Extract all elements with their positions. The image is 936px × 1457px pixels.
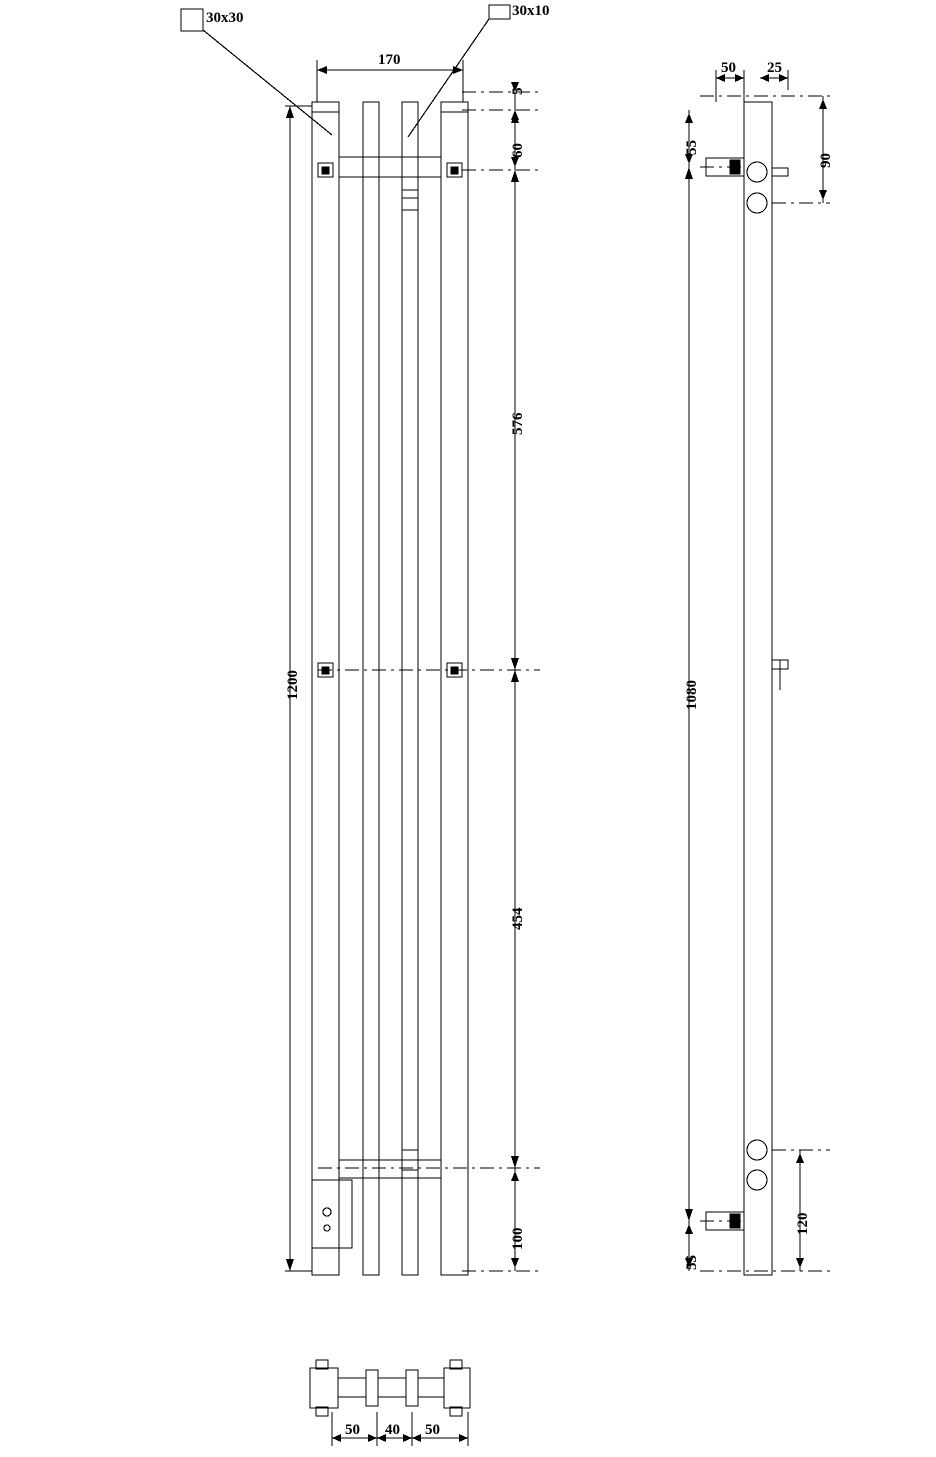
- dim-label-top-55: 55: [684, 140, 700, 155]
- dim-label-100: 100: [510, 1227, 526, 1250]
- dim-label-side-50: 50: [721, 60, 736, 76]
- dim-label-1200: 1200: [285, 670, 301, 700]
- dim-label-5: 5: [510, 87, 526, 95]
- dim-label-454: 454: [510, 907, 526, 930]
- dim-label-bottom-55: 55: [684, 1255, 700, 1270]
- callout-label-30x30: 30x30: [206, 10, 244, 26]
- dim-label-60: 60: [510, 143, 526, 158]
- dim-label-top-mid-40: 40: [385, 1422, 400, 1438]
- dim-label-170: 170: [378, 52, 401, 68]
- dim-label-576: 576: [510, 412, 526, 435]
- dim-label-1080: 1080: [684, 680, 700, 710]
- dim-label-side-25: 25: [767, 60, 782, 76]
- callout-label-30x10: 30x10: [512, 3, 550, 19]
- dim-label-90: 90: [818, 153, 834, 168]
- dim-label-top-right-50: 50: [425, 1422, 440, 1438]
- dim-label-top-left-50: 50: [345, 1422, 360, 1438]
- dim-label-120: 120: [795, 1212, 811, 1235]
